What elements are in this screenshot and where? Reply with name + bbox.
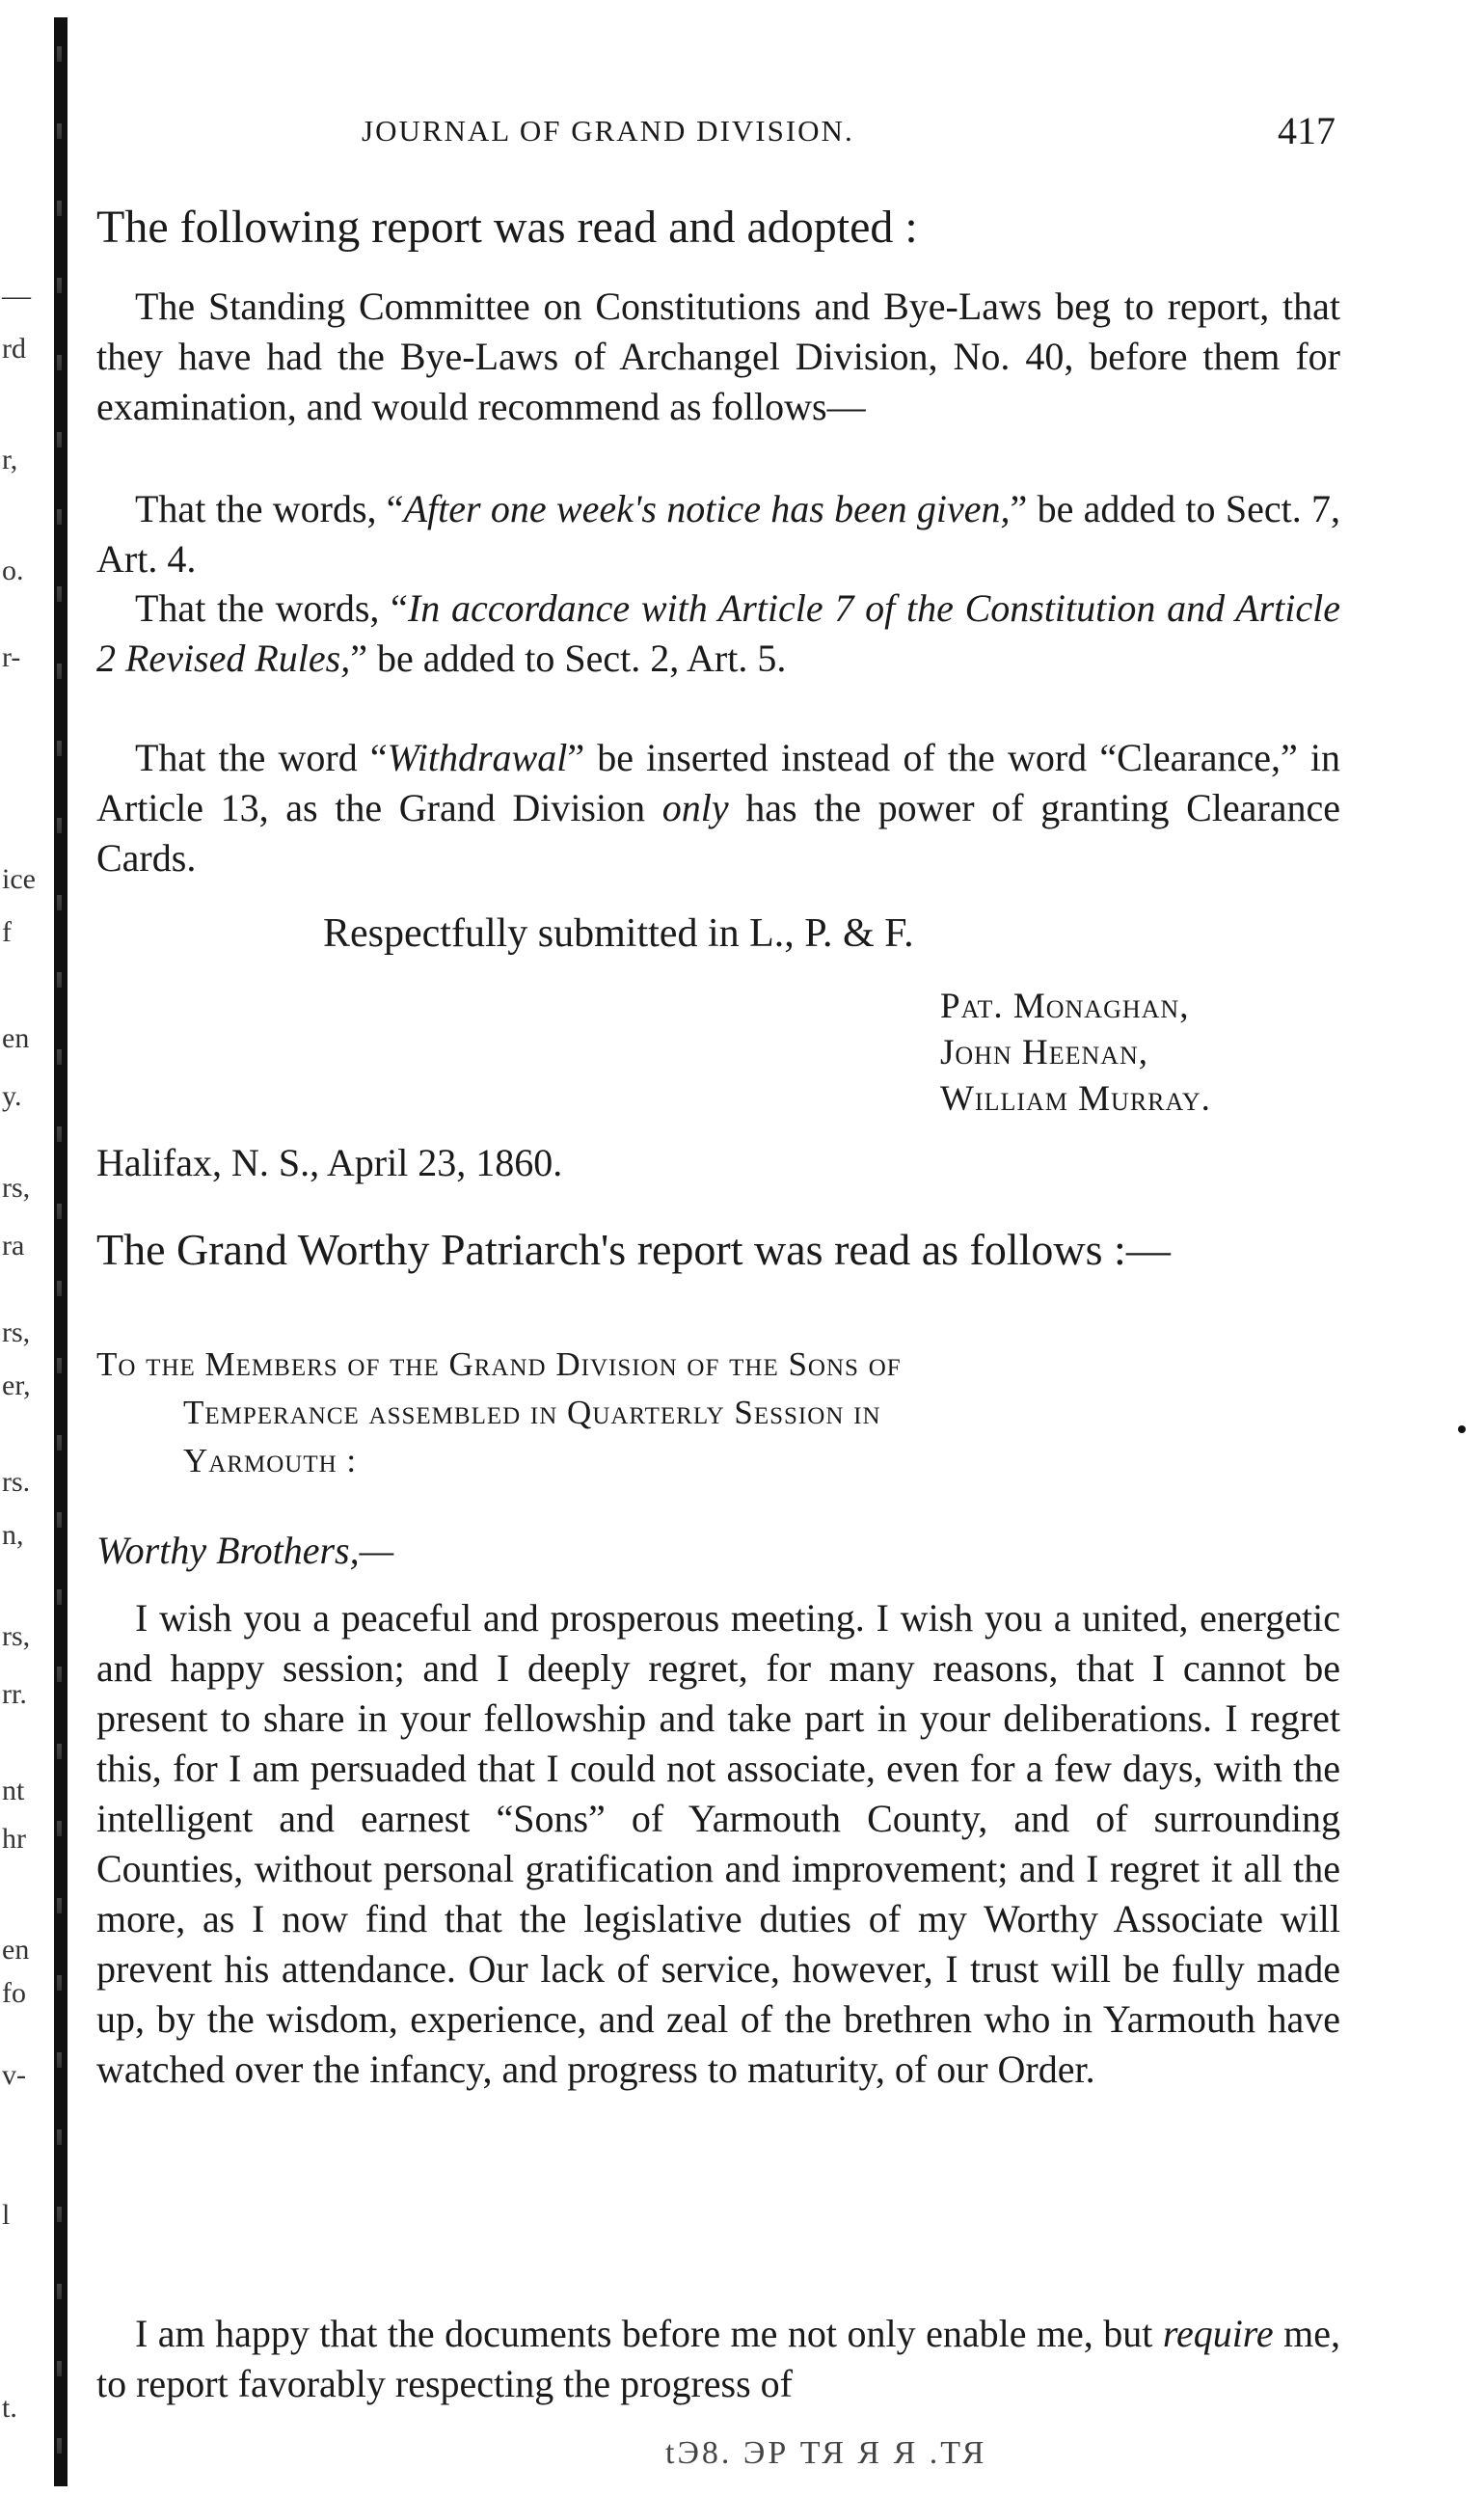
- margin-fragment: r,: [2, 444, 18, 475]
- margin-fragment: ra: [2, 1230, 25, 1261]
- margin-fragment: fo: [2, 1977, 26, 2009]
- report1-item-3: That the word “Withdrawal” be inserted instead of the word “Clearance,” in Article 13, as the Grand Division only has the power of granting Clearance Cards.: [96, 736, 1341, 880]
- margin-fragment: hr: [2, 1823, 26, 1855]
- margin-fragment: rs,: [2, 1316, 31, 1348]
- report2-para1: I wish you a peaceful and prosperous meeting. I wish you a united, energetic and happy session; and I deeply regret, for many reasons, that I cannot be present to share in your fellowship and take part in your deliberations. I regret this, for I am persuaded that I could not associate, even for a few days, with the intelligent and earnest “Sons” of Yarmouth County, and of surrounding Counties, without personal gratification and improvement; and I regret it all the more, as I now find that the legislative duties of my Worthy Associate will prevent his attendance. Our lack of service, however, I trust will be fully made up, by the wisdom, experience, and zeal of the brethren who in Yarmouth have watched over the infancy, and progress to maturity, of our Order.: [96, 1596, 1340, 2091]
- address-line: Temperance assembled in Quarterly Session in: [183, 1394, 881, 1431]
- margin-fragment: l: [2, 2199, 11, 2231]
- address-line: To the Members of the Grand Division of the Sons of: [96, 1345, 902, 1383]
- margin-fragment: —: [2, 280, 31, 312]
- margin-fragment: v-: [2, 2059, 26, 2091]
- address-block: [96, 1341, 1340, 1485]
- margin-fragment: n,: [2, 1519, 24, 1551]
- report1-item-2: That the words, “In accordance with Article 7 of the Constitution and Article 2 Revised Rules,” be added to Sect. 2, Art. 5.: [96, 586, 1340, 680]
- page-number: 417: [1278, 109, 1336, 152]
- report1-closing: Respectfully submitted in L., P. & F.: [323, 911, 914, 956]
- margin-fragment: y.: [2, 1080, 22, 1112]
- report2-intro: The Grand Worthy Patriarch's report was read as follows :—: [96, 1225, 1171, 1274]
- margin-fragment: rs.: [2, 1466, 31, 1498]
- margin-fragment: r-: [2, 641, 21, 673]
- signatory: Pat. Monaghan,: [940, 987, 1190, 1026]
- margin-fragment: t.: [2, 2392, 17, 2424]
- margin-fragment: rd: [2, 333, 26, 365]
- margin-fragment: rr.: [2, 1678, 27, 1710]
- salutation: Worthy Brothers,—: [96, 1529, 394, 1572]
- margin-fragment: er,: [2, 1370, 31, 1401]
- margin-fragment: rs,: [2, 1172, 31, 1204]
- report1-intro: The following report was read and adopted :: [96, 202, 918, 253]
- address-line: Yarmouth :: [183, 1442, 358, 1479]
- signatory: John Heenan,: [940, 1033, 1149, 1072]
- signatories: [940, 984, 1211, 1123]
- signatory: William Murray.: [940, 1079, 1211, 1119]
- binding-gutter: [54, 17, 67, 2486]
- margin-fragment: o.: [2, 555, 24, 586]
- margin-fragment: en: [2, 1934, 30, 1966]
- margin-fragment: rs,: [2, 1620, 31, 1652]
- margin-fragment: ice: [2, 863, 36, 895]
- margin-fragment: en: [2, 1022, 30, 1054]
- running-header: [362, 109, 1336, 152]
- ink-speck: [1458, 1425, 1466, 1433]
- report1-item-1: That the words, “After one week's notice has been given,” be added to Sect. 7, Art. 4.: [96, 487, 1340, 581]
- report1-body: The Standing Committee on Constitutions and Bye-Laws beg to report, that they have had the Bye-Laws of Archangel Division, No. 40, before them for examination, and would recommend as follows—: [96, 285, 1340, 428]
- footer-bleed-through: tЭ8. ЭР ТЯ Я Я .ТЯ: [665, 2435, 987, 2471]
- header-title: JOURNAL OF GRAND DIVISION.: [362, 114, 854, 148]
- report2-para2: I am happy that the documents before me not only enable me, but require me, to report favorably respecting the progress of: [96, 2312, 1340, 2405]
- margin-fragment: nt: [2, 1775, 25, 1806]
- report1-place-date: Halifax, N. S., April 23, 1860.: [96, 1141, 563, 1184]
- margin-fragment: f: [2, 916, 12, 948]
